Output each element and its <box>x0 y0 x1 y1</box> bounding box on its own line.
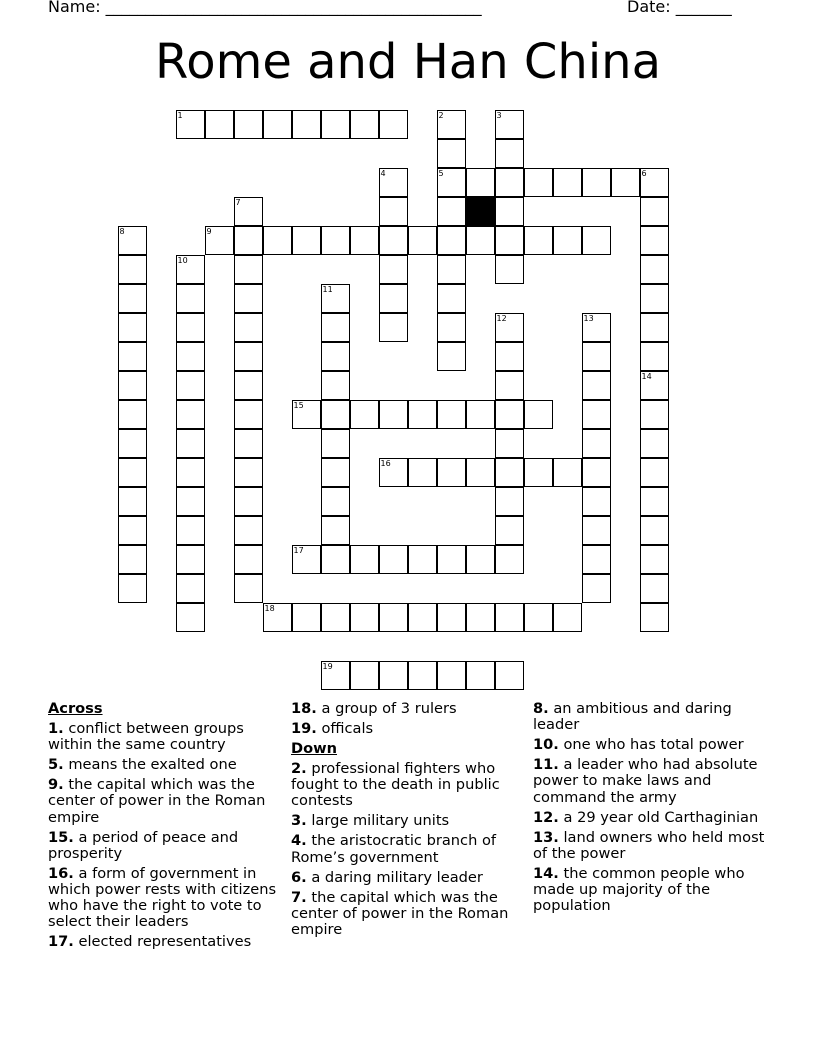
grid-cell[interactable] <box>176 110 205 139</box>
grid-cell[interactable] <box>408 226 437 255</box>
grid-cell[interactable] <box>234 110 263 139</box>
grid-cell[interactable] <box>437 458 466 487</box>
grid-cell[interactable] <box>118 487 147 516</box>
grid-cell[interactable] <box>321 661 350 690</box>
grid-cell[interactable] <box>495 400 524 429</box>
grid-cell[interactable] <box>176 400 205 429</box>
grid-cell[interactable] <box>640 516 669 545</box>
grid-cell[interactable] <box>321 429 350 458</box>
grid-cell[interactable] <box>640 400 669 429</box>
clue-item <box>48 934 280 950</box>
grid-cell[interactable] <box>611 168 640 197</box>
grid-cell[interactable] <box>379 545 408 574</box>
grid-cell[interactable] <box>234 342 263 371</box>
grid-cell[interactable] <box>495 661 524 690</box>
grid-cell[interactable] <box>582 400 611 429</box>
grid-cell[interactable] <box>176 487 205 516</box>
clue-text: a 29 year old Carthaginian <box>558 808 759 826</box>
clue-number: 12 <box>496 313 507 323</box>
clue-number: 1. <box>48 720 64 737</box>
grid-cell[interactable] <box>466 603 495 632</box>
grid-cell[interactable] <box>524 168 553 197</box>
grid-cell[interactable] <box>495 197 524 226</box>
clue-number: 5. <box>48 756 64 774</box>
grid-cell[interactable] <box>640 197 669 226</box>
grid-cell[interactable] <box>321 400 350 429</box>
grid-cell[interactable] <box>234 255 263 284</box>
clue-text: a leader who had absolute power to make laws and command the army <box>533 756 758 806</box>
clue-item <box>533 830 765 862</box>
clue-item <box>533 810 765 826</box>
grid-cell[interactable] <box>118 371 147 400</box>
clue-text: officals <box>316 720 374 737</box>
clue-text: a daring military leader <box>306 868 483 886</box>
grid-cell[interactable] <box>321 342 350 371</box>
clue-text: elected representatives <box>73 933 252 951</box>
grid-cell[interactable] <box>176 516 205 545</box>
grid-cell[interactable] <box>234 371 263 400</box>
clues-column-2 <box>291 701 523 942</box>
grid-cell[interactable] <box>379 168 408 197</box>
clue-item <box>291 890 523 939</box>
grid-cell[interactable] <box>582 313 611 342</box>
grid-cell[interactable] <box>495 487 524 516</box>
clue-number: 15. <box>48 828 74 846</box>
clue-text: land owners who held most of the power <box>533 828 765 862</box>
clue-number: 13 <box>583 313 594 323</box>
clue-item <box>291 870 523 886</box>
grid-cell[interactable] <box>321 487 350 516</box>
grid-cell[interactable] <box>640 545 669 574</box>
clue-number: 2 <box>438 110 444 120</box>
grid-cell[interactable] <box>321 110 350 139</box>
grid-cell[interactable] <box>292 545 321 574</box>
grid-cell[interactable] <box>495 516 524 545</box>
grid-cell[interactable] <box>118 284 147 313</box>
grid-cell[interactable] <box>292 226 321 255</box>
grid-cell[interactable] <box>640 342 669 371</box>
grid-cell[interactable] <box>176 574 205 603</box>
grid-cell[interactable] <box>118 516 147 545</box>
clue-number: 7. <box>291 888 307 906</box>
grid-cell[interactable] <box>640 168 669 197</box>
grid-cell[interactable] <box>408 661 437 690</box>
clue-number: 6. <box>291 868 307 886</box>
grid-cell[interactable] <box>234 284 263 313</box>
grid-cell[interactable] <box>350 603 379 632</box>
date-field-label: Date: _______ <box>627 0 732 16</box>
name-field-label: Name: _______________________________________________ <box>48 0 482 16</box>
grid-cell[interactable] <box>495 342 524 371</box>
grid-cell[interactable] <box>408 400 437 429</box>
grid-cell[interactable] <box>524 603 553 632</box>
grid-cell[interactable] <box>553 168 582 197</box>
grid-cell[interactable] <box>640 284 669 313</box>
grid-cell[interactable] <box>379 197 408 226</box>
grid-cell[interactable] <box>234 400 263 429</box>
clue-item <box>48 757 280 773</box>
grid-cell[interactable] <box>176 603 205 632</box>
grid-cell[interactable] <box>118 313 147 342</box>
grid-cell[interactable] <box>437 545 466 574</box>
grid-cell[interactable] <box>234 487 263 516</box>
grid-cell[interactable] <box>234 458 263 487</box>
grid-cell[interactable] <box>176 342 205 371</box>
grid-cell[interactable] <box>640 574 669 603</box>
grid-cell[interactable] <box>350 110 379 139</box>
grid-cell[interactable] <box>408 458 437 487</box>
grid-cell[interactable] <box>176 255 205 284</box>
clue-number: 17 <box>293 545 304 555</box>
grid-cell[interactable] <box>582 516 611 545</box>
clue-number: 18 <box>264 603 275 613</box>
grid-cell[interactable] <box>321 516 350 545</box>
page-title: Rome and Han China <box>155 34 661 90</box>
grid-cell[interactable] <box>495 429 524 458</box>
clues-column-1 <box>48 701 280 954</box>
clue-number: 11 <box>322 284 333 294</box>
grid-cell[interactable] <box>582 574 611 603</box>
grid-cell[interactable] <box>234 226 263 255</box>
clue-text: an ambitious and daring leader <box>533 700 732 734</box>
grid-cell[interactable] <box>118 342 147 371</box>
clue-number: 3. <box>291 812 307 830</box>
clue-item <box>291 721 523 737</box>
clue-number: 9. <box>48 776 64 794</box>
grid-cell[interactable] <box>640 371 669 400</box>
clue-number: 4 <box>380 168 386 178</box>
grid-cell[interactable] <box>466 545 495 574</box>
clue-item <box>533 866 765 915</box>
grid-cell[interactable] <box>118 574 147 603</box>
clue-number: 12. <box>533 808 559 826</box>
clue-item <box>291 701 523 717</box>
clue-number: 3 <box>496 110 502 120</box>
grid-cell[interactable] <box>640 487 669 516</box>
clue-number: 19 <box>322 661 333 671</box>
clue-number: 14. <box>533 864 559 882</box>
grid-cell[interactable] <box>640 458 669 487</box>
clue-number: 7 <box>235 197 241 207</box>
clue-number: 17. <box>48 933 74 951</box>
grid-cell[interactable] <box>263 226 292 255</box>
grid-cell[interactable] <box>379 400 408 429</box>
grid-cell[interactable] <box>379 284 408 313</box>
grid-cell[interactable] <box>350 545 379 574</box>
grid-cell[interactable] <box>263 603 292 632</box>
grid-cell[interactable] <box>582 429 611 458</box>
clue-number: 14 <box>641 371 652 381</box>
grid-cell[interactable] <box>495 110 524 139</box>
grid-cell[interactable] <box>495 603 524 632</box>
grid-cell[interactable] <box>350 661 379 690</box>
grid-cell[interactable] <box>321 226 350 255</box>
grid-cell[interactable] <box>205 226 234 255</box>
clue-number: 1 <box>177 110 183 120</box>
clue-number: 5 <box>438 168 444 178</box>
clues-column-3 <box>533 701 765 918</box>
clue-text: a group of 3 rulers <box>316 700 457 717</box>
grid-cell[interactable] <box>582 226 611 255</box>
clue-number: 8. <box>533 700 549 717</box>
grid-cell[interactable] <box>263 110 292 139</box>
grid-cell[interactable] <box>118 458 147 487</box>
grid-cell[interactable] <box>640 255 669 284</box>
grid-cell[interactable] <box>495 313 524 342</box>
clue-text: the common people who made up majority of the population <box>533 864 745 915</box>
grid-cell[interactable] <box>118 226 147 255</box>
grid-cell[interactable] <box>379 661 408 690</box>
clue-item <box>48 830 280 862</box>
grid-cell[interactable] <box>437 139 466 168</box>
clue-item <box>291 813 523 829</box>
grid-cell[interactable] <box>118 400 147 429</box>
across-heading: Across <box>48 700 103 717</box>
grid-cell[interactable] <box>234 429 263 458</box>
grid-cell[interactable] <box>495 545 524 574</box>
clue-text: a period of peace and prosperity <box>48 828 239 862</box>
grid-cell[interactable] <box>292 603 321 632</box>
grid-cell[interactable] <box>437 603 466 632</box>
grid-cell[interactable] <box>176 458 205 487</box>
down-heading: Down <box>291 740 338 757</box>
clue-text: means the exalted one <box>63 756 237 774</box>
grid-cell[interactable] <box>118 255 147 284</box>
grid-cell[interactable] <box>205 110 234 139</box>
grid-cell[interactable] <box>176 284 205 313</box>
grid-cell[interactable] <box>437 168 466 197</box>
grid-cell[interactable] <box>553 458 582 487</box>
grid-cell[interactable] <box>321 313 350 342</box>
grid-cell[interactable] <box>466 226 495 255</box>
clue-number: 11. <box>533 756 559 774</box>
grid-cell[interactable] <box>234 313 263 342</box>
grid-cell[interactable] <box>234 516 263 545</box>
grid-cell[interactable] <box>234 574 263 603</box>
grid-cell[interactable] <box>321 284 350 313</box>
clue-number: 15 <box>293 400 304 410</box>
grid-cell[interactable] <box>437 284 466 313</box>
grid-cell[interactable] <box>466 661 495 690</box>
grid-cell[interactable] <box>437 226 466 255</box>
grid-cell[interactable] <box>118 429 147 458</box>
grid-cell[interactable] <box>379 255 408 284</box>
clue-number: 8 <box>119 226 125 236</box>
clue-number: 19. <box>291 720 317 737</box>
clue-item <box>533 737 765 753</box>
grid-cell[interactable] <box>234 197 263 226</box>
grid-cell[interactable] <box>466 168 495 197</box>
clue-item <box>48 866 280 931</box>
clue-text: conflict between groups within the same country <box>48 720 244 754</box>
grid-cell[interactable] <box>321 603 350 632</box>
grid-cell[interactable] <box>582 371 611 400</box>
grid-cell[interactable] <box>350 226 379 255</box>
grid-cell[interactable] <box>466 400 495 429</box>
clue-text: the capital which was the center of power in the Roman empire <box>48 776 266 826</box>
grid-cell[interactable] <box>553 603 582 632</box>
clue-text: the aristocratic branch of Rome’s government <box>291 832 497 866</box>
clue-number: 2. <box>291 760 307 777</box>
grid-cell[interactable] <box>437 400 466 429</box>
grid-cell[interactable] <box>408 545 437 574</box>
grid-cell[interactable] <box>321 371 350 400</box>
grid-cell[interactable] <box>466 458 495 487</box>
grid-cell[interactable] <box>321 458 350 487</box>
grid-cell[interactable] <box>495 371 524 400</box>
grid-cell[interactable] <box>640 603 669 632</box>
clue-item <box>291 833 523 865</box>
grid-cell[interactable] <box>582 458 611 487</box>
grid-cell[interactable] <box>379 603 408 632</box>
clue-text: a form of government in which power rests with citizens who have the right to vote to select their leaders <box>48 864 277 931</box>
grid-cell[interactable] <box>379 313 408 342</box>
grid-cell[interactable] <box>640 226 669 255</box>
grid-cell[interactable] <box>582 168 611 197</box>
clue-item <box>48 777 280 826</box>
grid-cell[interactable] <box>379 458 408 487</box>
clue-number: 6 <box>641 168 647 178</box>
clue-text: the capital which was the center of power in the Roman empire <box>291 888 509 939</box>
grid-cell[interactable] <box>379 110 408 139</box>
grid-cell[interactable] <box>437 110 466 139</box>
clue-number: 10 <box>177 255 188 265</box>
grid-cell[interactable] <box>582 545 611 574</box>
clue-item <box>291 761 523 810</box>
clue-item <box>48 721 280 753</box>
clue-number: 16 <box>380 458 391 468</box>
grid-cell[interactable] <box>553 226 582 255</box>
grid-cell[interactable] <box>176 545 205 574</box>
grid-cell[interactable] <box>176 371 205 400</box>
grid-cell[interactable] <box>437 313 466 342</box>
grid-cell[interactable] <box>437 342 466 371</box>
clue-number: 4. <box>291 832 307 850</box>
grid-cell[interactable] <box>234 545 263 574</box>
grid-cell[interactable] <box>437 197 466 226</box>
grid-cell[interactable] <box>495 226 524 255</box>
clue-number: 13. <box>533 828 559 846</box>
grid-cell[interactable] <box>495 139 524 168</box>
clue-text: large military units <box>306 812 450 830</box>
grid-cell[interactable] <box>379 226 408 255</box>
blocked-cell <box>466 197 495 226</box>
grid-cell[interactable] <box>524 458 553 487</box>
clue-item <box>533 701 765 733</box>
grid-cell[interactable] <box>437 661 466 690</box>
clue-number: 10. <box>533 736 559 754</box>
grid-cell[interactable] <box>524 400 553 429</box>
grid-cell[interactable] <box>524 226 553 255</box>
grid-cell[interactable] <box>640 429 669 458</box>
grid-cell[interactable] <box>321 545 350 574</box>
clue-number: 16. <box>48 864 74 882</box>
grid-cell[interactable] <box>176 429 205 458</box>
clue-number: 9 <box>206 226 212 236</box>
grid-cell[interactable] <box>292 400 321 429</box>
grid-cell[interactable] <box>640 313 669 342</box>
grid-cell[interactable] <box>495 168 524 197</box>
grid-cell[interactable] <box>582 487 611 516</box>
grid-cell[interactable] <box>408 603 437 632</box>
clue-text: professional fighters who fought to the death in public contests <box>291 760 500 810</box>
clue-item <box>533 757 765 806</box>
grid-cell[interactable] <box>437 255 466 284</box>
grid-cell[interactable] <box>350 400 379 429</box>
grid-cell[interactable] <box>118 545 147 574</box>
grid-cell[interactable] <box>495 255 524 284</box>
grid-cell[interactable] <box>292 110 321 139</box>
grid-cell[interactable] <box>176 313 205 342</box>
clue-number: 18. <box>291 700 317 717</box>
clue-text: one who has total power <box>558 736 744 754</box>
grid-cell[interactable] <box>495 458 524 487</box>
grid-cell[interactable] <box>582 342 611 371</box>
